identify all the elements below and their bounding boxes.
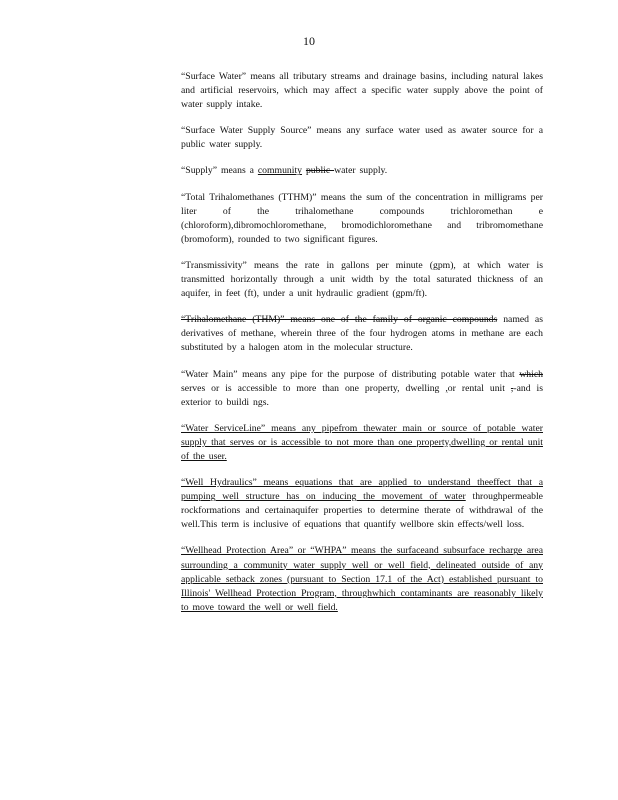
inserted-text: community bbox=[257, 165, 303, 177]
text-run: or rental unit bbox=[447, 382, 511, 394]
inserted-text: “Well Hydraulics” means equations that are applied to understand theeffect that a pumping well structure has on inducing the movement of water bbox=[181, 477, 543, 503]
text-run: water supply. bbox=[334, 165, 388, 177]
definition-paragraph bbox=[181, 313, 543, 355]
definition-paragraph bbox=[181, 70, 543, 112]
inserted-text: , bbox=[445, 382, 448, 394]
text-run: serves or is accessible to more than one property, dwelling bbox=[181, 382, 446, 394]
definition-paragraph bbox=[181, 259, 543, 301]
page-number: 10 bbox=[303, 34, 315, 48]
deleted-text: which bbox=[519, 368, 543, 380]
deleted-text: , bbox=[510, 382, 514, 394]
inserted-text: “Water ServiceLine” means any pipefrom thewater main or source of potable water supply that serves or is accessible to not more than one property,dwelling or rental unit of the user. bbox=[181, 422, 543, 462]
definition-paragraph bbox=[181, 368, 543, 410]
deleted-text: public bbox=[305, 165, 335, 177]
definition-paragraph bbox=[181, 544, 543, 614]
text-run: “Surface Water” means all tributary streams and drainage basins, including natural lakes and artificial reservoirs, which may affect a specific water supply above the point of water supply intake. bbox=[181, 71, 543, 111]
text-run: named as derivatives of methane, wherein three of the four hydrogen atoms in methane are each substituted by a halogen atom in the molecular structure. bbox=[181, 314, 543, 354]
text-run: -and is exterior to buildi ngs. bbox=[181, 382, 543, 408]
definition-paragraph bbox=[181, 164, 543, 178]
definition-paragraph bbox=[181, 422, 543, 464]
text-run: “Total Trihalomethanes (TTHM)” means the sum of the concentration in milligrams per liter of the trihalomethane compounds trichloromethan e (chloroform),dibromochloromethane, bromodichloromethane and tribromomethane (bromoform), rounded to two significant figures. bbox=[181, 191, 543, 245]
text-run: throughpermeable rockformations and certainaquifer properties to determine therate of withdrawal of the well.This term is inclusive of equations that quantify wellbore skin effects/well loss. bbox=[181, 491, 543, 531]
inserted-text: “Wellhead Protection Area” or “WHPA” means the surfaceand subsurface recharge area surrounding a community water supply well or well field, delineated outside of any applicable setback zones (pursuant to Section 17.1 of the Act) established pursuant to Illinois' Wellhead Protection Program, throughwhich contaminants are reasonably likely to move toward the well or well field. bbox=[181, 545, 543, 613]
deleted-text: “Trihalomethane (THM)” means one of the family of organic compounds bbox=[181, 314, 498, 326]
text-run: “Transmissivity” means the rate in gallons per minute (gpm), at which water is transmitted horizontally through a unit width by the total saturated thickness of an aquifer, in feet (ft), under a unit hydraulic gradient (gpm/ft). bbox=[181, 259, 543, 300]
document-body bbox=[181, 70, 543, 627]
text-run: “Supply” means a bbox=[181, 165, 258, 177]
text-run: “Surface Water Supply Source” means any surface water used as awater source for a public water supply. bbox=[181, 125, 543, 151]
definition-paragraph bbox=[181, 476, 543, 532]
definition-paragraph bbox=[181, 191, 543, 247]
definition-paragraph bbox=[181, 124, 543, 152]
text-run: “Water Main” means any pipe for the purpose of distributing potable water that bbox=[181, 368, 520, 380]
